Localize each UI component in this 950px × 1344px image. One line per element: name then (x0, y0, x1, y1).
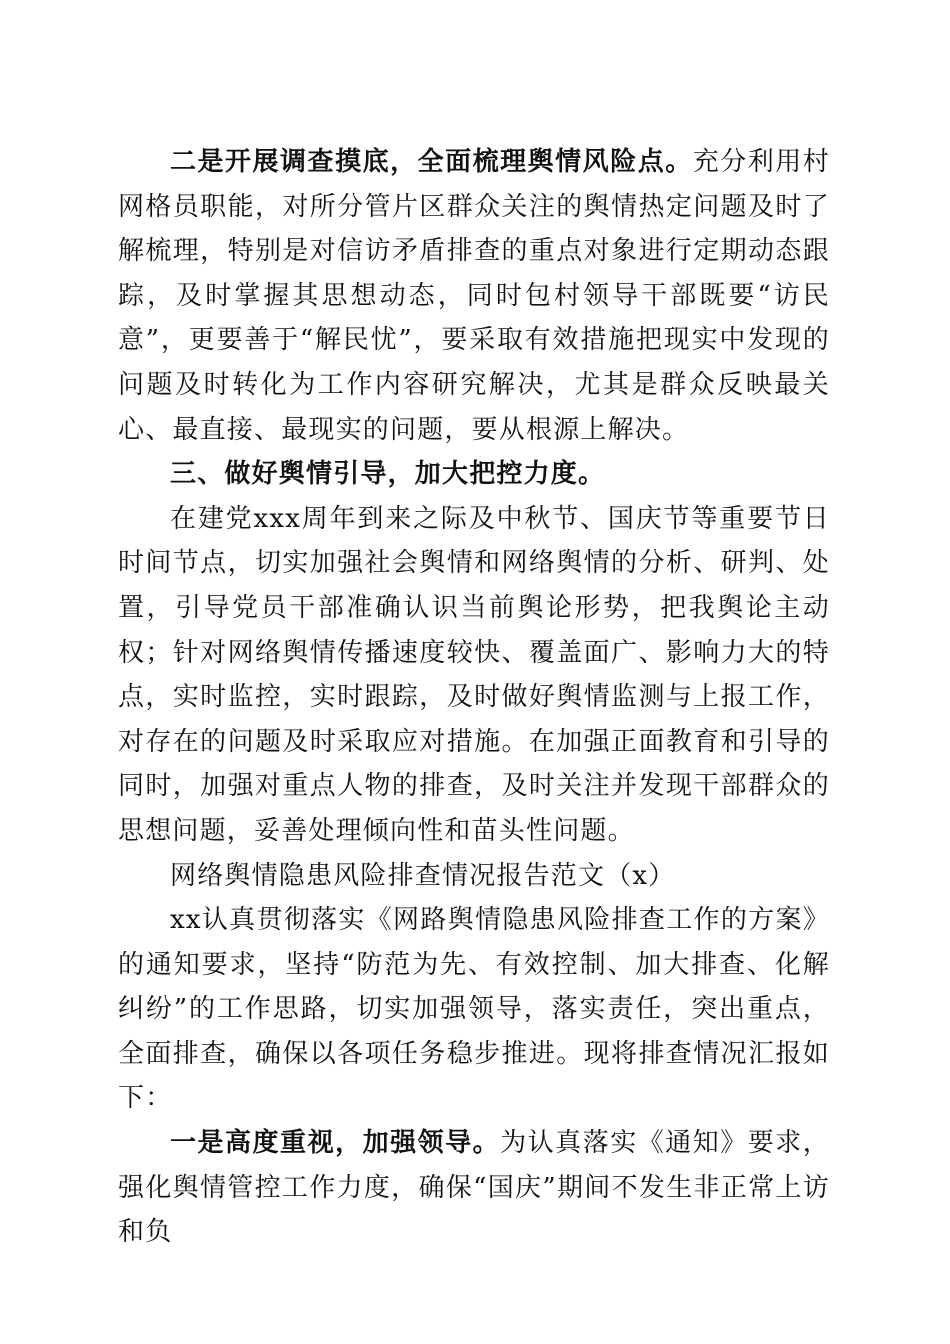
paragraph-introduction: xx认真贯彻落实《网路舆情隐患风险排查工作的方案》的通知要求，坚持“防范为先、有效控制、加大排查、化解纠纷”的工作思路，切实加强领导，落实责任，突出重点，全面排查，确保以各项任务稳步推进。现将排查情况汇报如下： (118, 905, 830, 1114)
paragraph-lead-leadership: 一是高度重视，加强领导。 (170, 1128, 501, 1159)
paragraph-guidance: 在建党xxx周年到来之际及中秋节、国庆节等重要节日时间节点，切实加强社会舆情和网络舆情的分析、研判、处置，引导党员干部准确认识当前舆论形势，把我舆论主动权；针对网络舆情传播速度较快、覆盖面广、影响力大的特点，实时监控，实时跟踪，及时做好舆情监测与上报工作，对存在的问题及时采取应对措施。在加强正面教育和引导的同时，加强对重点人物的排查，及时关注并发现干部群众的思想问题，妥善处理倾向性和苗头性问题。 (118, 503, 830, 846)
paragraph-investigation (118, 140, 830, 452)
paragraph-lead-investigation: 二是开展调查摸底，全面梳理舆情风险点。 (170, 147, 693, 177)
report-title: 网络舆情隐患风险排查情况报告范文（x） (170, 860, 676, 891)
paragraph-leadership (118, 1121, 830, 1255)
paragraph-body-investigation: 充分利用村网格员职能，对所分管片区群众关注的舆情热定问题及时了解梳理，特别是对信访矛盾排查的重点对象进行定期动态跟踪，及时掌握其思想动态，同时包村领导干部既要“访民意”，更要善于“解民忧”，要采取有效措施把现实中发现的问题及时转化为工作内容研究解决，尤其是群众反映最关心、最直接、最现实的问题，要从根源上解决。 (118, 147, 830, 445)
paragraph-body-leadership: 为认真落实《通知》要求，强化舆情管控工作力度，确保“国庆”期间不发生非正常上访和负 (118, 1128, 830, 1248)
section-heading-guidance: 三、做好舆情引导，加大把控力度。 (170, 459, 606, 490)
document-page (118, 140, 830, 1255)
